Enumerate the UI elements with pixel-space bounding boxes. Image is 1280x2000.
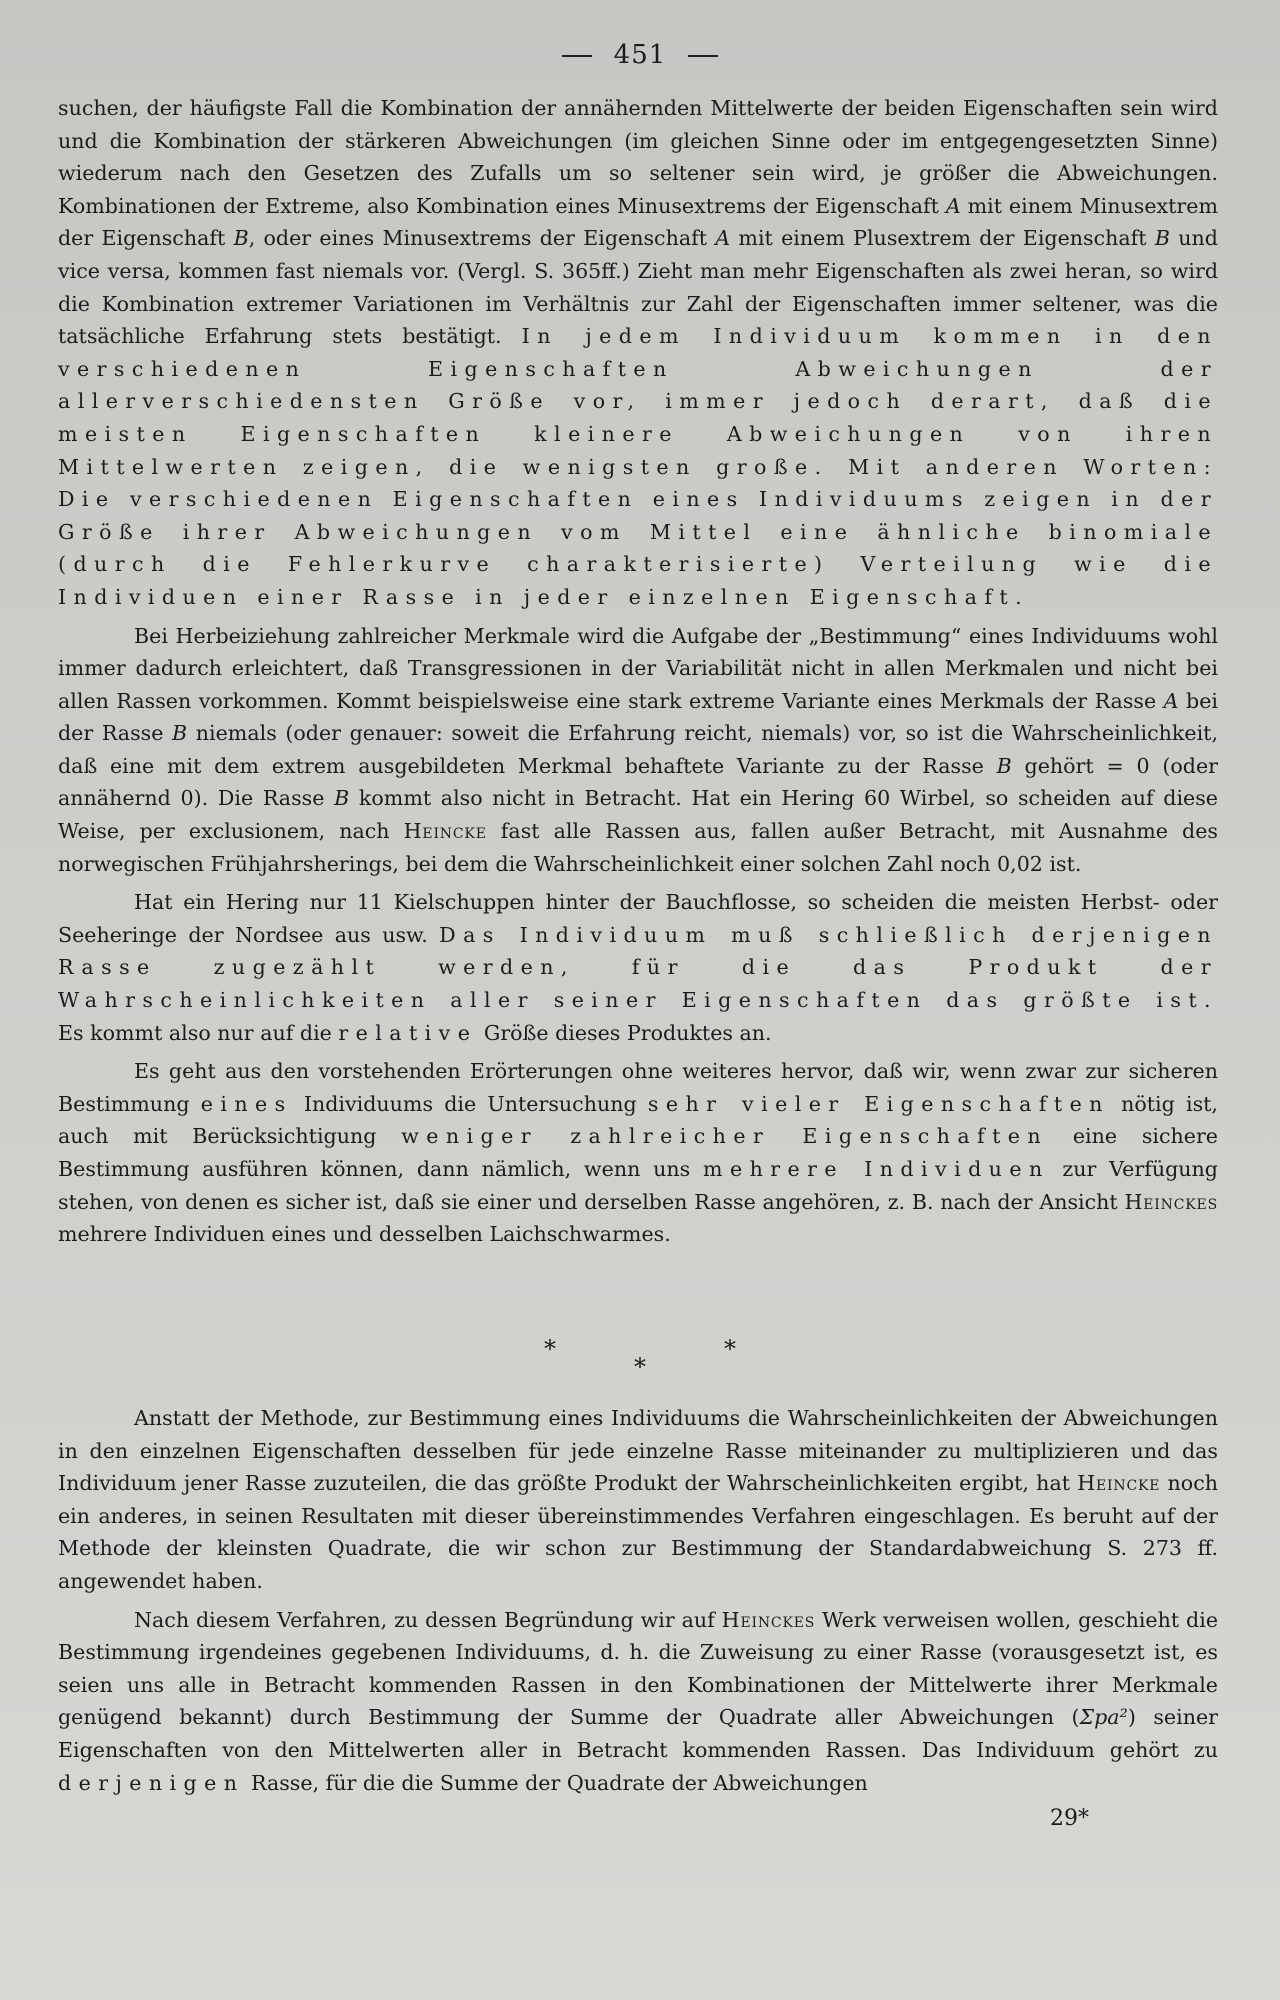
separator-star: *	[544, 1335, 556, 1363]
small-caps-name: Heinckes	[1124, 1189, 1218, 1214]
text-run: Nach diesem Verfahren, zu dessen Begründung wir auf	[134, 1607, 722, 1632]
italic-run: B	[1154, 226, 1170, 251]
text-block-top	[58, 92, 1218, 1251]
header-dash-right	[688, 55, 718, 57]
small-caps-name: Heincke	[1077, 1471, 1161, 1496]
text-run: mehrere Individuen eines und desselben Laichschwarmes.	[58, 1222, 671, 1247]
text-run: fast alle Rassen aus, fallen außer Betracht, mit Ausnahme des norwegischen Frühjahrsherings, bei dem die Wahrscheinlichkeit einer solchen Zahl noch 0,02 ist.	[58, 819, 1218, 876]
text-run: Anstatt der Methode, zur Bestimmung eines Individuums die Wahrscheinlichkeiten der Abweichungen in den einzelnen Eigenschaften desselben für jede einzelne Rasse miteinander zu multiplizieren und das Individuum jener Rasse zuzuteilen, die das größte Produkt der Wahrscheinlichkeiten ergibt, hat	[58, 1406, 1218, 1496]
text-run: gehört = 0 (oder annähernd 0). Die Rasse	[58, 753, 1218, 811]
text-block-bottom	[58, 1402, 1218, 1799]
spaced-emphasis-run: mehrere Individuen	[703, 1157, 1050, 1181]
page-header	[0, 40, 1280, 70]
paragraph	[58, 620, 1218, 881]
text-run: Bei Herbeiziehung zahlreicher Merkmale wird die Aufgabe der „Bestimmung“ eines Individuums wohl immer dadurch erleichtert, daß Transgressionen in der Variabilität nicht in allen Merkmalen und nicht bei allen Rassen vorkommen. Kommt beispielsweise eine stark extreme Variante eines Merkmals der Rasse	[58, 623, 1218, 713]
small-caps-name: Heinckes	[721, 1607, 816, 1632]
spaced-emphasis-run: In jedem Individuum kommen in den verschiedenen Eigenschaften Abweichungen der allerverschiedensten Größe vor, immer jedoch derart, daß die meisten Eigenschaften kleinere Abweichungen von ihren Mittelwerten zeigen, die wenigsten große. Mit anderen Worten: Die verschiedenen Eigenschaften eines Individuums zeigen in der Größe ihrer Abweichungen vom Mittel eine ähnliche binomiale (durch die Fehlerkurve charakterisierte) Verteilung wie die Individuen einer Rasse in jeder einzelnen Eigenschaft.	[58, 324, 1218, 609]
paragraph	[58, 886, 1218, 1049]
text-run: Individuums die Untersuchung	[292, 1091, 648, 1116]
text-run: Rasse, für die die Summe der Quadrate der Abweichungen	[244, 1770, 868, 1795]
italic-run: B	[334, 786, 350, 811]
text-run: Es geht aus den vorstehenden Erörterungen ohne weiteres hervor, daß wir, wenn zwar zur sicheren Bestimmung	[58, 1059, 1218, 1116]
paragraph	[58, 1055, 1218, 1251]
page-number: 451	[613, 40, 667, 70]
text-run: kommt also nicht in Betracht. Hat ein Hering 60 Wirbel, so scheiden auf diese Weise, per exclusionem, nach	[58, 786, 1218, 844]
text-run: und vice versa, kommen fast niemals vor. (Vergl. S. 365ff.) Zieht man mehr Eigenschaften als zwei heran, so wird die Kombination extremer Variationen im Verhältnis zur Zahl der Eigenschaften immer seltener, was die tatsächliche Erfahrung stets bestätigt.	[58, 226, 1218, 349]
spaced-emphasis-run: relative	[338, 1020, 478, 1045]
spaced-emphasis-run: eines	[200, 1091, 293, 1116]
italic-run: A	[1163, 688, 1179, 713]
italic-run: Σpa²	[1079, 1705, 1128, 1730]
text-run: zur Verfügung stehen, von denen es sicher ist, daß sie einer und derselben Rasse angehören, z. B. nach der Ansicht	[58, 1157, 1218, 1214]
paragraph	[58, 1402, 1218, 1598]
spaced-emphasis-run: derjenigen	[58, 1770, 245, 1795]
text-run: Größe dieses Produktes an.	[477, 1020, 772, 1045]
small-caps-name: Heincke	[403, 819, 487, 844]
paragraph	[58, 1604, 1218, 1800]
text-run: suchen, der häufigste Fall die Kombination der annähernden Mittelwerte der beiden Eigenschaften sein wird und die Kombination der stärkeren Abweichungen (im gleichen Sinne oder im entgegengesetzten Sinne) wiederum nach den Gesetzen des Zufalls um so seltener sein wird, je größer die Abweichungen. Kombinationen der Extreme, also Kombination eines Minusextrems der Eigenschaft	[58, 96, 1218, 218]
section-separator	[0, 1335, 1280, 1395]
spaced-emphasis-run: sehr vieler Eigenschaften	[647, 1091, 1110, 1116]
text-run: noch ein anderes, in seinen Resultaten mit dieser übereinstimmendes Verfahren eingeschlagen. Es beruht auf der Methode der kleinsten Quadrate, die wir schon zur Bestimmung der Standardabweichung S. 273 ff. angewendet haben.	[58, 1471, 1218, 1593]
italic-run: B	[996, 753, 1012, 778]
spaced-emphasis-run: Das Individuum muß schließlich derjenigen Rasse zugezählt werden, für die das Produkt der Wahrscheinlichkeiten aller seiner Eigenschaften das größte ist.	[58, 922, 1218, 1013]
signature-mark: 29*	[1050, 1806, 1089, 1831]
text-run: Werk verweisen wollen, geschieht die Bestimmung irgendeines gegebenen Individuums, d. h. die Zuweisung zu einer Rasse (vorausgesetzt ist, es seien uns alle in Betracht kommenden Rassen in den Kombinationen der Mittelwerte ihrer Merkmale genügend bekannt) durch Bestimmung der Summe der Quadrate aller Abweichungen (	[58, 1607, 1219, 1730]
italic-run: A	[715, 226, 731, 251]
text-run: nötig ist, auch mit Berücksichtigung	[58, 1091, 1218, 1149]
text-run: mit einem Minusextrem der Eigenschaft	[58, 193, 1218, 251]
text-run: bei der Rasse	[58, 688, 1218, 746]
text-run: niemals (oder genauer: soweit die Erfahrung reicht, niemals) vor, so ist die Wahrscheinlichkeit, daß eine mit dem extrem ausgebildeten Merkmal behaftete Variante zu der Rasse	[58, 721, 1219, 778]
italic-run: A	[945, 193, 961, 218]
text-run: Hat ein Hering nur 11 Kielschuppen hinter der Bauchflosse, so scheiden die meisten Herbst- oder Seeheringe der Nordsee aus usw.	[58, 890, 1218, 947]
text-run: eine sichere Bestimmung ausführen können, dann nämlich, wenn uns	[58, 1124, 1218, 1181]
text-run: Es kommt also nur auf die	[58, 1020, 339, 1045]
header-dash-left	[562, 55, 592, 57]
italic-run: B	[172, 721, 188, 746]
separator-star: *	[724, 1335, 736, 1363]
separator-star: *	[634, 1353, 646, 1381]
spaced-emphasis-run: weniger zahlreicher Eigenschaften	[401, 1124, 1049, 1149]
italic-run: B	[233, 226, 249, 251]
text-run: mit einem Plusextrem der Eigenschaft	[730, 226, 1155, 251]
text-run: ) seiner Eigenschaften von den Mittelwerten aller in Betracht kommenden Rassen. Das Individuum gehört zu	[58, 1705, 1218, 1762]
paragraph	[58, 92, 1218, 614]
text-run: , oder eines Minusextrems der Eigenschaft	[248, 226, 716, 251]
